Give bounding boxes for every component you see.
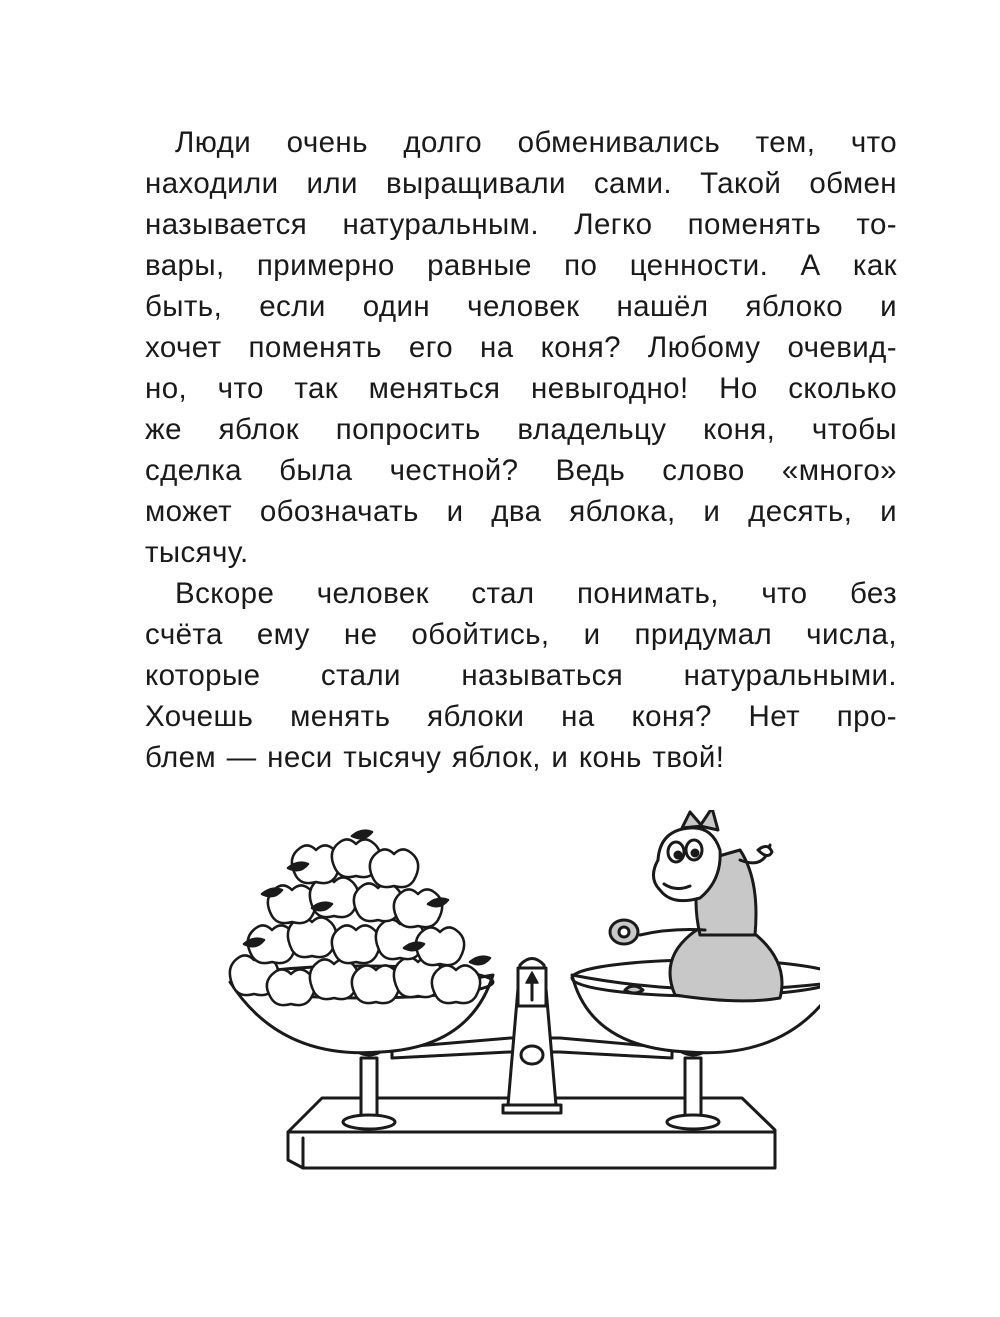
text-line: называется натуральным. Легко поменять то- bbox=[145, 208, 897, 241]
text-line: счёта ему не обойтись, и придумал числа, bbox=[145, 618, 897, 651]
balance-scale-illustration bbox=[220, 810, 820, 1180]
text-line: хочет поменять его на коня? Любому очевид- bbox=[145, 331, 897, 364]
text-line: Хочешь менять яблоки на коня? Нет про- bbox=[145, 700, 897, 733]
text-line: которые стали называться натуральными. bbox=[145, 659, 897, 692]
paragraph-2 bbox=[145, 573, 897, 778]
horse-figure bbox=[610, 810, 782, 1001]
text-line: блем — неси тысячу яблок, и конь твой! bbox=[145, 741, 725, 774]
text-line: быть, если один человек нашёл яблоко и bbox=[145, 290, 897, 323]
text-line: вары, примерно равные по ценности. А как bbox=[145, 249, 897, 282]
text-line: Люди очень долго обменивались тем, что bbox=[175, 126, 897, 159]
text-line: тысячу. bbox=[145, 536, 249, 569]
apple-pile bbox=[230, 831, 490, 1005]
text-line: же яблок попросить владельцу коня, чтобы bbox=[145, 413, 897, 446]
paragraph-1 bbox=[145, 122, 897, 573]
text-line: но, что так меняться невыгодно! Но сколько bbox=[145, 372, 897, 405]
text-line: Вскоре человек стал понимать, что без bbox=[175, 577, 897, 610]
scale-pillar bbox=[503, 959, 561, 1114]
text-line: может обозначать и два яблока, и десять, и bbox=[145, 495, 897, 528]
body-text bbox=[145, 122, 897, 778]
text-line: находили или выращивали сами. Такой обмен bbox=[145, 167, 897, 200]
text-line: сделка была честной? Ведь слово «много» bbox=[145, 454, 897, 487]
